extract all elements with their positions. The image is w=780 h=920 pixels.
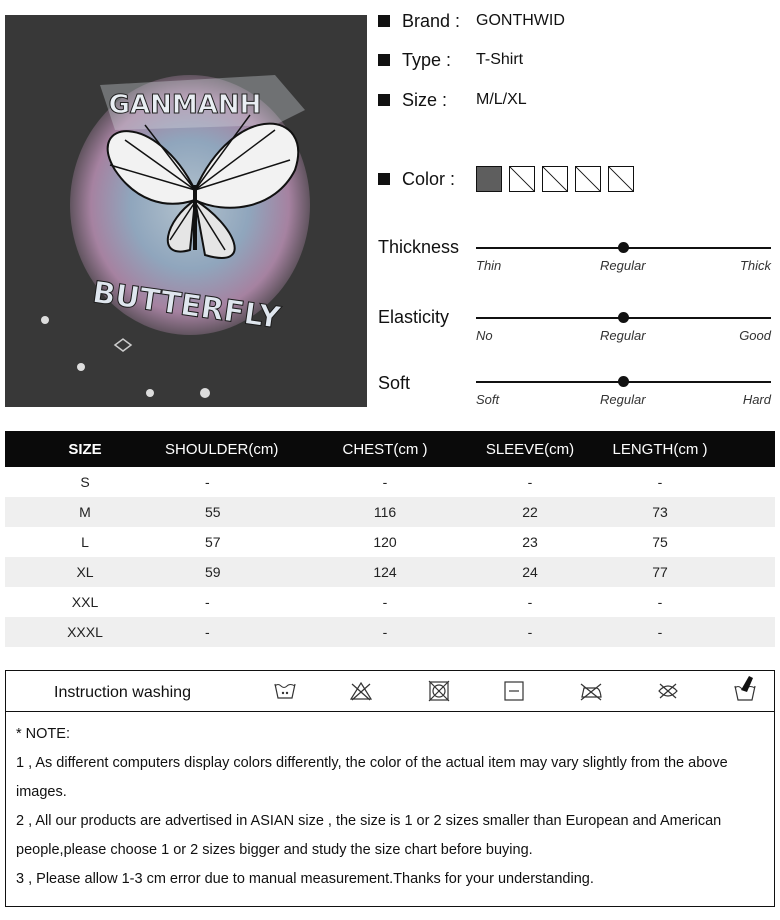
brand-row (378, 9, 565, 33)
scale-min-label: Thin (476, 258, 502, 273)
type-label: Type : (402, 49, 452, 70)
cell-sleeve: 22 (522, 504, 538, 520)
elasticity-scale (476, 310, 771, 350)
product-photo (5, 15, 367, 407)
cell-chest: 116 (373, 504, 397, 520)
no-dry-clean-icon (656, 680, 680, 702)
elasticity-label: Elasticity (378, 307, 450, 327)
brand-value: GONTHWID (476, 12, 565, 29)
color-swatch-empty[interactable] (509, 166, 535, 192)
cell-length: - (657, 474, 663, 490)
cell-length: - (657, 624, 663, 640)
color-swatch-empty[interactable] (575, 166, 601, 192)
cell-size: XL (76, 564, 94, 580)
note-line-3: 3 , Please allow 1-3 cm error due to manual measurement.Thanks for your understanding. (16, 871, 594, 887)
iron-low-icon (579, 680, 603, 702)
cell-length: - (657, 594, 663, 610)
size-chart-table (5, 431, 775, 647)
scale-max-label: Thick (739, 258, 771, 273)
cell-size: L (81, 534, 89, 550)
color-swatch-empty[interactable] (542, 166, 568, 192)
scale-mid-label: Regular (600, 328, 646, 343)
size-row (378, 88, 527, 112)
washing-title: Instruction washing (54, 684, 191, 701)
tshirt-print-illustration (5, 15, 367, 407)
svg-text:BUTTERFLY: BUTTERFLY (90, 275, 283, 337)
no-tumble-dry-icon (427, 680, 451, 702)
no-bleach-icon (349, 680, 373, 702)
type-row (378, 48, 524, 72)
note-line-2-cont: people,please choose 1 or 2 sizes bigger and study the size chart before buying. (16, 842, 533, 858)
cell-shoulder: - (205, 474, 210, 490)
cell-chest: - (382, 594, 388, 610)
type-value: T-Shirt (476, 51, 524, 68)
color-row (378, 167, 482, 191)
scale-knob (618, 376, 629, 387)
bullet-square (378, 15, 390, 27)
scale-max-label: Hard (742, 392, 771, 407)
cell-sleeve: - (527, 624, 533, 640)
header-shoulder: SHOULDER(cm) (165, 440, 279, 458)
table-header-row (5, 431, 775, 467)
washing-instructions-box (5, 670, 775, 712)
note-heading: * NOTE: (16, 726, 70, 742)
svg-text:GANMANH: GANMANH (108, 90, 262, 120)
cell-sleeve: 24 (522, 564, 538, 580)
cell-shoulder: 59 (205, 564, 221, 580)
cell-size: XXL (71, 594, 99, 610)
note-line-1: 1 , As different computers display colors differently, the color of the actual item may vary slightly from the above (16, 755, 728, 771)
scale-max-label: Good (739, 328, 771, 343)
cell-chest: 120 (373, 534, 397, 550)
softness-scale (476, 374, 771, 414)
cell-shoulder: - (205, 624, 210, 640)
scale-knob (618, 312, 629, 323)
cell-size: XXXL (67, 624, 103, 640)
thickness-scale (476, 240, 771, 280)
cell-shoulder: - (205, 594, 210, 610)
scale-min-label: No (476, 328, 493, 343)
header-chest: CHEST(cm ) (342, 440, 428, 458)
color-swatches (476, 166, 641, 192)
table-row (5, 617, 775, 647)
thickness-label: Thickness (378, 237, 460, 257)
color-swatch-empty[interactable] (608, 166, 634, 192)
table-row (5, 557, 775, 587)
notes-box (5, 710, 775, 907)
wash-30-icon (273, 680, 297, 702)
bullet-square (378, 173, 390, 185)
cell-chest: 124 (373, 564, 397, 580)
cell-length: 73 (652, 504, 668, 520)
cell-size: S (80, 474, 90, 490)
bullet-square (378, 54, 390, 66)
cell-shoulder: 55 (205, 504, 221, 520)
header-length: LENGTH(cm ) (612, 440, 708, 458)
scale-mid-label: Regular (600, 392, 646, 407)
size-value: M/L/XL (476, 91, 527, 108)
cell-sleeve: 23 (522, 534, 538, 550)
cell-shoulder: 57 (205, 534, 221, 550)
cell-length: 77 (652, 564, 668, 580)
brand-label: Brand : (402, 10, 461, 31)
cell-chest: - (382, 474, 388, 490)
note-line-1-cont: images. (16, 784, 67, 800)
note-line-2: 2 , All our products are advertised in ASIAN size , the size is 1 or 2 sizes smaller than European and American (16, 813, 722, 829)
size-label: Size : (402, 89, 448, 110)
scale-mid-label: Regular (600, 258, 646, 273)
header-size: SIZE (68, 440, 102, 458)
cell-chest: - (382, 624, 388, 640)
hand-wash-icon (733, 674, 757, 702)
table-row (5, 467, 775, 497)
cell-sleeve: - (527, 474, 533, 490)
scale-min-label: Soft (476, 392, 500, 407)
soft-label: Soft (378, 373, 411, 393)
table-row (5, 527, 775, 557)
scale-knob (618, 242, 629, 253)
color-swatch-gray[interactable] (476, 166, 502, 192)
cell-length: 75 (652, 534, 668, 550)
dry-flat-icon (502, 680, 526, 702)
bullet-square (378, 94, 390, 106)
cell-sleeve: - (527, 594, 533, 610)
color-label: Color : (402, 168, 456, 189)
table-row (5, 587, 775, 617)
table-row (5, 497, 775, 527)
cell-size: M (79, 504, 91, 520)
header-sleeve: SLEEVE(cm) (485, 440, 575, 458)
